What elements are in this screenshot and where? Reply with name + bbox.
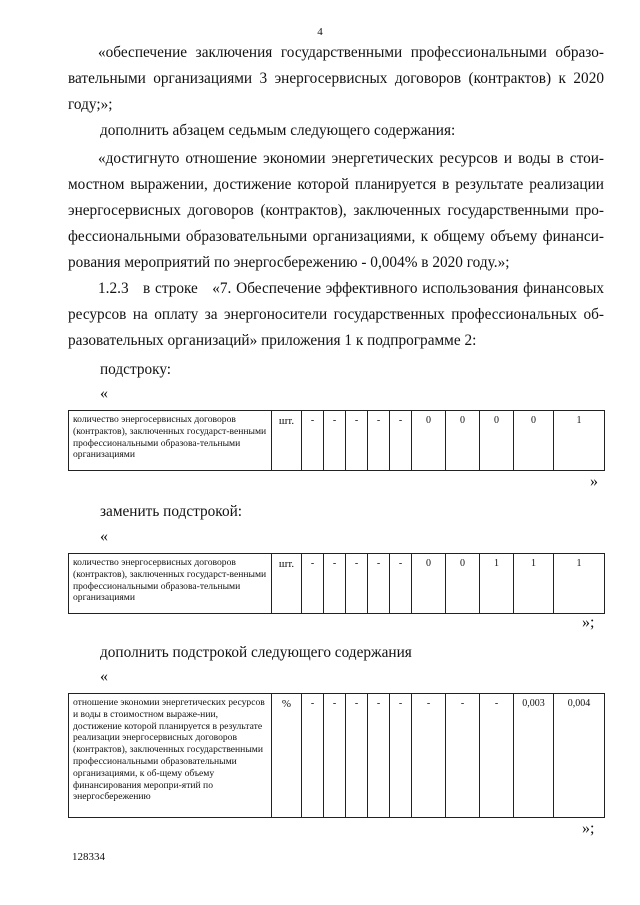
value-cell: 1 <box>554 554 605 614</box>
value-cell: - <box>480 694 514 818</box>
paragraph-3-line-2: мостном выражении, достижение которой планируется в результате реализации <box>68 176 604 193</box>
value-cell: - <box>346 411 368 471</box>
quote-open-2: « <box>100 528 108 545</box>
value-cell: - <box>368 411 390 471</box>
paragraph-3-line-5: рования мероприятий по энергосбережению - 0,004% в 2020 году.»; <box>68 254 510 271</box>
value-cell: - <box>412 694 446 818</box>
value-cell: 0 <box>412 411 446 471</box>
value-cell: 1 <box>480 554 514 614</box>
value-cell: 0,003 <box>514 694 554 818</box>
table-row <box>69 554 605 614</box>
paragraph-4-line-3: разовательных организаций» приложения 1 к подпрограмме 2: <box>68 332 477 349</box>
value-cell: - <box>446 694 480 818</box>
value-cell: - <box>368 694 390 818</box>
value-cell: - <box>302 694 324 818</box>
paragraph-4-line-1: 1.2.3 в строке «7. Обеспечение эффективного использования финансовых <box>98 280 604 297</box>
value-cell: - <box>302 554 324 614</box>
table-row <box>69 694 605 818</box>
value-cell: - <box>346 694 368 818</box>
indicator-description: количество энергосервисных договоров (контрактов), заключенных государст-венными профессиональными образова-тельными организациями <box>69 411 272 471</box>
page-number: 4 <box>317 26 323 38</box>
quote-close-2: »; <box>582 614 595 631</box>
paragraph-1 <box>68 40 604 118</box>
value-cell: - <box>324 554 346 614</box>
value-cell: 1 <box>514 554 554 614</box>
value-cell: - <box>346 554 368 614</box>
paragraph-3-line-1: «достигнуто отношение экономии энергетических ресурсов и воды в стои- <box>98 150 604 167</box>
paragraph-4 <box>68 276 604 354</box>
unit-cell: шт. <box>272 411 302 471</box>
value-cell: 1 <box>554 411 605 471</box>
value-cell: 0 <box>514 411 554 471</box>
label-dopolnit: дополнить подстрокой следующего содержания <box>100 644 412 661</box>
table-2 <box>68 553 605 614</box>
quote-open-3: « <box>100 668 108 685</box>
unit-cell: шт. <box>272 554 302 614</box>
indicator-description: отношение экономии энергетических ресурсов и воды в стоимостном выраже-нии, достижение которой планируется в результате реализации энергосервисных договоров (контрактов), заключенных государственными профессиональными образовательными организациями, к об-щему объему финансирования меропри-ятий по энергосбережению <box>69 694 272 818</box>
label-zamenit: заменить подстрокой: <box>100 503 243 520</box>
quote-close-1: » <box>590 473 598 490</box>
table-3 <box>68 693 605 818</box>
table-row <box>69 411 605 471</box>
paragraph-2: дополнить абзацем седьмым следующего содержания: <box>100 122 456 139</box>
value-cell: - <box>302 411 324 471</box>
label-podstroku: подстроку: <box>100 361 172 378</box>
paragraph-3-line-4: фессиональными образовательными организациями, к общему объему финанси- <box>68 228 604 245</box>
paragraph-3-line-3: энергосервисных договоров (контрактов), заключенных государственными про- <box>68 202 604 219</box>
paragraph-1-line-3: году;»; <box>68 96 113 113</box>
value-cell: - <box>324 694 346 818</box>
value-cell: - <box>324 411 346 471</box>
value-cell: 0 <box>446 411 480 471</box>
indicator-description: количество энергосервисных договоров (контрактов), заключенных государст-венными профессиональными образова-тельными организациями <box>69 554 272 614</box>
quote-open-1: « <box>100 385 108 402</box>
unit-cell: % <box>272 694 302 818</box>
paragraph-4-line-2: ресурсов на оплату за энергоносители государственных профессиональных об- <box>68 306 604 323</box>
value-cell: - <box>390 554 412 614</box>
value-cell: - <box>368 554 390 614</box>
paragraph-1-line-2: вательными организациями 3 энергосервисных договоров (контрактов) к 2020 <box>68 70 604 87</box>
footer-code: 128334 <box>72 851 105 863</box>
value-cell: - <box>390 411 412 471</box>
value-cell: 0 <box>412 554 446 614</box>
paragraph-1-line-1: «обеспечение заключения государственными профессиональными образо- <box>98 44 604 61</box>
value-cell: 0 <box>446 554 480 614</box>
paragraph-3 <box>68 146 604 276</box>
value-cell: 0,004 <box>554 694 605 818</box>
value-cell: - <box>390 694 412 818</box>
value-cell: 0 <box>480 411 514 471</box>
table-1 <box>68 410 605 471</box>
quote-close-3: »; <box>582 820 595 837</box>
